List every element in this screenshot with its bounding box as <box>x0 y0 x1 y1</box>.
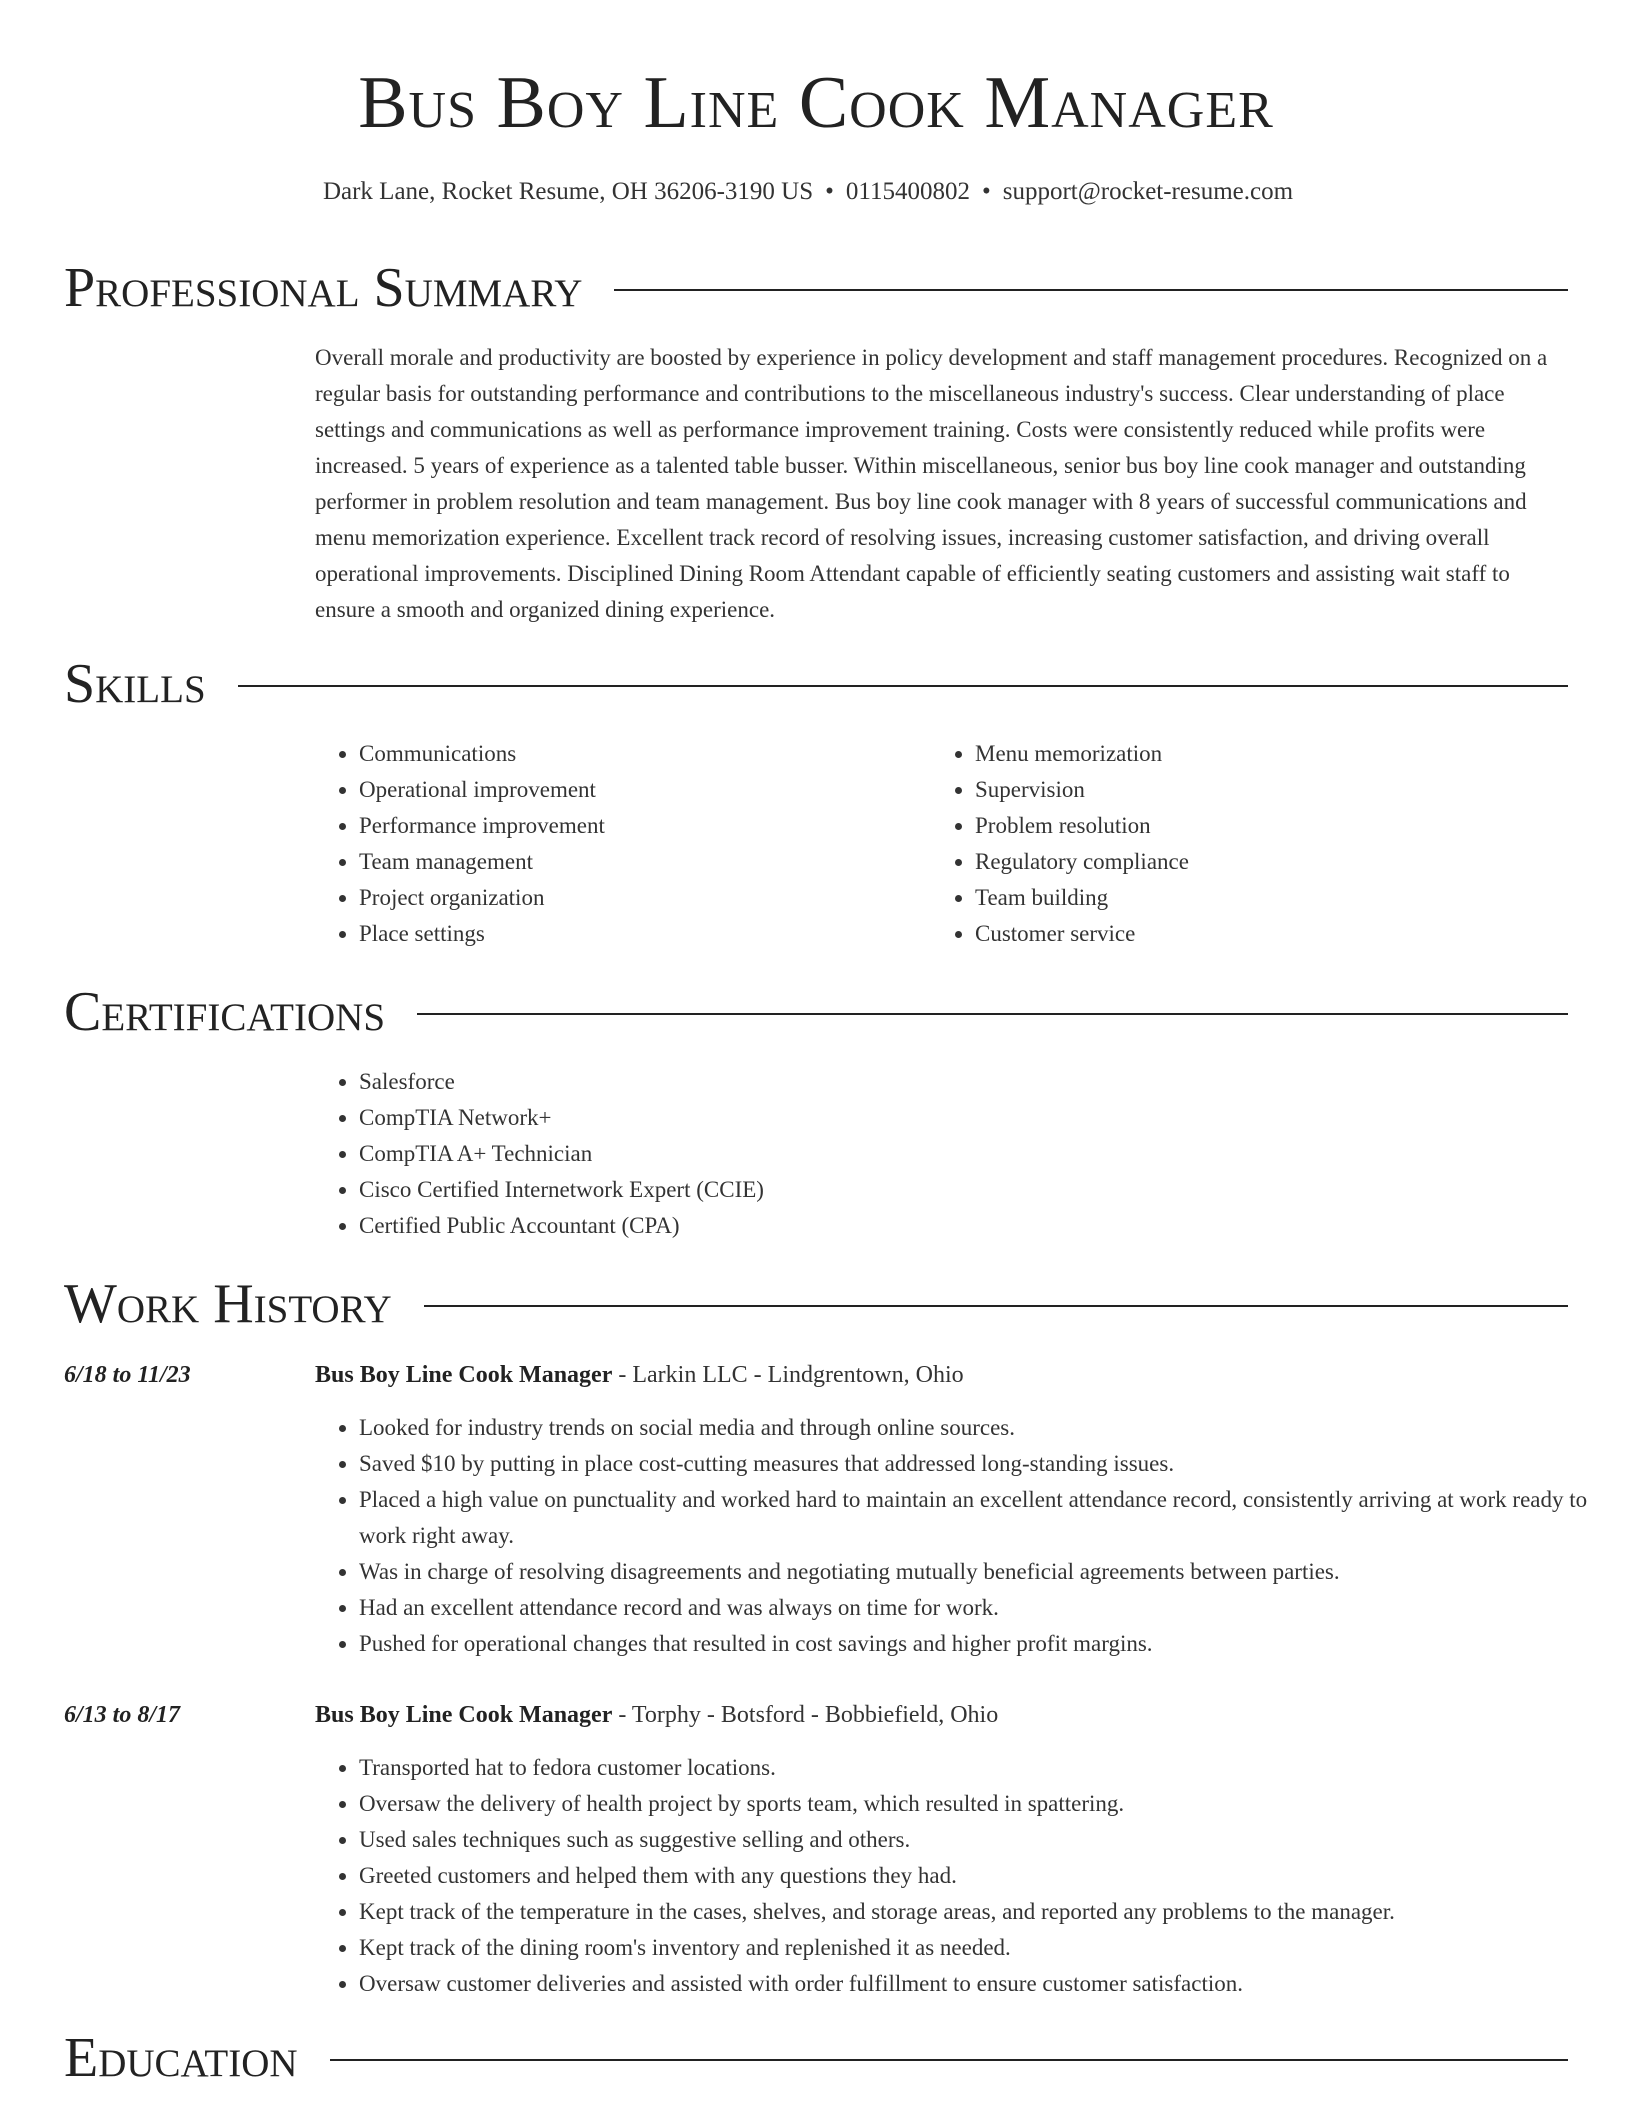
certification-item: • Salesforce <box>359 1064 764 1100</box>
job-dates: 6/13 to 8/17 <box>64 1702 181 1728</box>
skill-item: • Menu memorization <box>975 736 1189 772</box>
certification-item: • Cisco Certified Internetwork Expert (CCIE) <box>359 1172 764 1208</box>
certifications-section-title: Certifications <box>64 981 386 1043</box>
summary-section-header <box>64 256 1568 320</box>
contact-email[interactable]: support@rocket-resume.com <box>1002 178 1294 205</box>
job-bullet: • Looked for industry trends on social media and through online sources. <box>359 1410 1612 1446</box>
education-section-title: Education <box>64 2027 298 2089</box>
skills-list-left <box>315 736 605 952</box>
skills-list-right <box>931 736 1189 952</box>
job-heading <box>315 1358 964 1392</box>
section-divider <box>330 2059 1568 2061</box>
resume-name: Bus Boy Line Cook Manager <box>358 62 1274 144</box>
certification-item: • CompTIA A+ Technician <box>359 1136 764 1172</box>
skill-item: • Problem resolution <box>975 808 1189 844</box>
job-dates: 6/18 to 11/23 <box>64 1362 191 1388</box>
skill-item: • Team management <box>359 844 605 880</box>
section-divider <box>424 1305 1568 1307</box>
skill-item: • Project organization <box>359 880 605 916</box>
skill-item: • Customer service <box>975 916 1189 952</box>
certifications-list <box>315 1064 764 1244</box>
job-bullet: • Saved $10 by putting in place cost-cutting measures that addressed long-standing issues. <box>359 1446 1612 1482</box>
job-bullet: • Transported hat to fedora customer locations. <box>359 1750 1612 1786</box>
contact-separator: • <box>981 178 991 205</box>
skill-item: • Place settings <box>359 916 605 952</box>
contact-separator: • <box>825 178 834 205</box>
job-employer: - Torphy - Botsford - Bobbiefield, Ohio <box>612 1702 999 1728</box>
contact-phone: 0115400802 <box>845 178 970 205</box>
education-section-header <box>64 2026 1568 2090</box>
certification-item: • CompTIA Network+ <box>359 1100 764 1136</box>
certifications-section-header <box>64 980 1568 1044</box>
job-bullet: • Placed a high value on punctuality and worked hard to maintain an excellent attendance record, consistently arriving at work ready to work right away. <box>359 1482 1612 1554</box>
summary-section-title: Professional Summary <box>64 257 583 319</box>
certification-item: • Certified Public Accountant (CPA) <box>359 1208 764 1244</box>
job-bullet: • Kept track of the dining room's inventory and replenished it as needed. <box>359 1930 1612 1966</box>
job-bullets <box>315 1750 1612 2002</box>
job-title: Bus Boy Line Cook Manager <box>315 1362 613 1388</box>
job-bullet: • Had an excellent attendance record and was always on time for work. <box>359 1590 1612 1626</box>
job-bullet: • Oversaw the delivery of health project by sports team, which resulted in spattering. <box>359 1786 1612 1822</box>
work-history-section-header <box>64 1272 1568 1336</box>
job-title: Bus Boy Line Cook Manager <box>315 1702 613 1728</box>
job-bullets <box>315 1410 1612 1662</box>
job-bullet: • Kept track of the temperature in the cases, shelves, and storage areas, and reported any problems to the manager. <box>359 1894 1612 1930</box>
section-divider <box>614 289 1568 291</box>
skill-item: • Supervision <box>975 772 1189 808</box>
contact-line <box>0 175 1616 209</box>
job-bullet: • Greeted customers and helped them with any questions they had. <box>359 1858 1612 1894</box>
skill-item: • Communications <box>359 736 605 772</box>
skill-item: • Performance improvement <box>359 808 605 844</box>
job-heading <box>315 1698 998 1732</box>
work-history-section-title: Work History <box>64 1273 392 1335</box>
job-bullet: • Oversaw customer deliveries and assisted with order fulfillment to ensure customer satisfaction. <box>359 1966 1612 2002</box>
job-bullet: • Used sales techniques such as suggestive selling and others. <box>359 1822 1612 1858</box>
skill-item: • Regulatory compliance <box>975 844 1189 880</box>
section-divider <box>417 1013 1568 1015</box>
skills-section-header <box>64 652 1568 716</box>
skill-item: • Operational improvement <box>359 772 605 808</box>
section-divider <box>238 685 1568 687</box>
skills-section-title: Skills <box>64 653 206 715</box>
summary-text: Overall morale and productivity are boosted by experience in policy development and staff management procedures. Recognized on a regular basis for outstanding performance and contributions to the miscellaneous industry's success. Clear understanding of place settings and communications as well as performance improvement training. Costs were consistently reduced while profits were increased. 5 years of experience as a talented table busser. Within miscellaneous, senior bus boy line cook manager and outstanding performer in problem resolution and team management. Bus boy line cook manager with 8 years of successful communications and menu memorization experience. Excellent track record of resolving issues, increasing customer satisfaction, and driving overall operational improvements. Disciplined Dining Room Attendant capable of efficiently seating customers and assisting wait staff to ensure a smooth and organized dining experience. <box>315 345 1548 622</box>
job-bullet: • Was in charge of resolving disagreements and negotiating mutually beneficial agreements between parties. <box>359 1554 1612 1590</box>
skill-item: • Team building <box>975 880 1189 916</box>
contact-address: Dark Lane, Rocket Resume, OH 36206-3190 US <box>322 178 814 205</box>
job-employer: - Larkin LLC - Lindgrentown, Ohio <box>612 1362 964 1388</box>
job-bullet: • Pushed for operational changes that resulted in cost savings and higher profit margins. <box>359 1626 1612 1662</box>
